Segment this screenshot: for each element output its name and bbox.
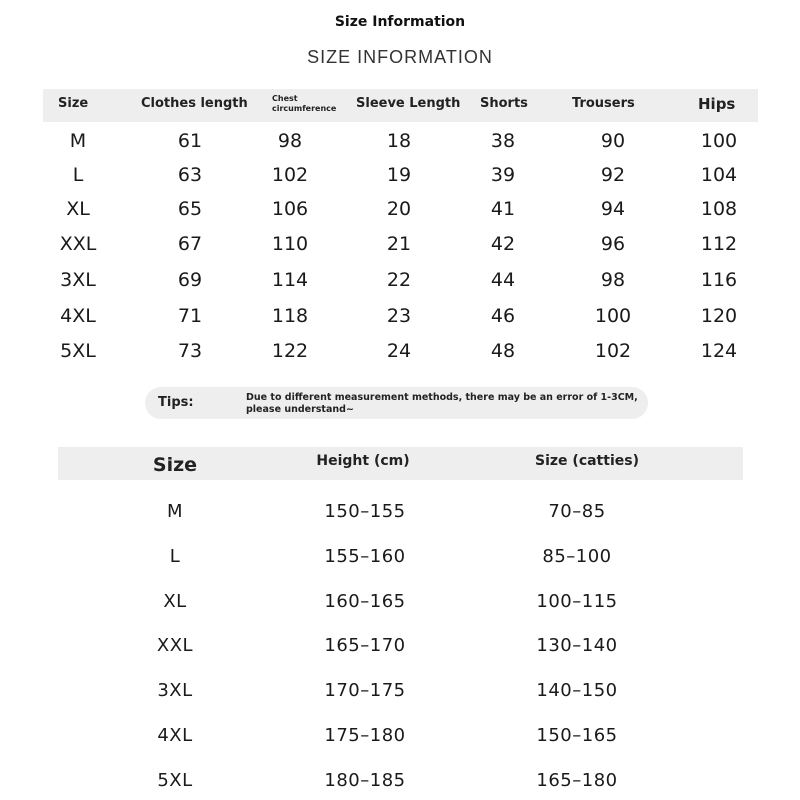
page-subtitle: SIZE INFORMATION	[307, 47, 493, 67]
table-row	[0, 725, 800, 749]
cell-sleeve: 23	[386, 305, 412, 327]
tips-label: Tips:	[158, 395, 194, 410]
cell-chest: 102	[271, 164, 309, 186]
cell-clothes-length: 73	[177, 340, 203, 362]
cell-hips: 108	[700, 198, 738, 220]
table-row	[0, 635, 800, 659]
cell-weight: 85–100	[542, 546, 612, 567]
tips-note	[145, 387, 648, 419]
cell-trousers: 90	[600, 130, 626, 152]
cell-shorts: 38	[490, 130, 516, 152]
table-row	[0, 546, 800, 570]
cell-height: 160–165	[324, 591, 406, 612]
cell-size: XL	[66, 198, 90, 220]
cell-size: XL	[163, 591, 187, 612]
cell-clothes-length: 69	[177, 269, 203, 291]
table-row	[0, 233, 800, 255]
cell-clothes-length: 65	[177, 198, 203, 220]
cell-weight: 150–165	[536, 725, 618, 746]
cell-trousers: 96	[600, 233, 626, 255]
cell-height: 170–175	[324, 680, 406, 701]
table-row	[0, 340, 800, 362]
cell-weight: 100–115	[536, 591, 618, 612]
cell-clothes-length: 67	[177, 233, 203, 255]
cell-weight: 70–85	[548, 501, 606, 522]
table-row	[0, 198, 800, 220]
header-size: Size	[58, 96, 89, 111]
cell-hips: 112	[700, 233, 738, 255]
cell-hips: 100	[700, 130, 738, 152]
tips-text: Due to different measurement methods, there may be an error of 1-3CM, please understand~	[246, 392, 638, 415]
cell-weight: 165–180	[536, 770, 618, 791]
cell-sleeve: 22	[386, 269, 412, 291]
cell-trousers: 94	[600, 198, 626, 220]
header-chest-circumference: Chest circumference	[272, 94, 337, 113]
cell-hips: 104	[700, 164, 738, 186]
cell-chest: 110	[271, 233, 309, 255]
cell-height: 150–155	[324, 501, 406, 522]
cell-shorts: 39	[490, 164, 516, 186]
table-row	[0, 305, 800, 327]
cell-shorts: 42	[490, 233, 516, 255]
cell-shorts: 41	[490, 198, 516, 220]
cell-size: 5XL	[157, 770, 193, 791]
table-row	[0, 269, 800, 291]
cell-height: 155–160	[324, 546, 406, 567]
cell-size: XXL	[156, 635, 194, 656]
table-row	[0, 680, 800, 704]
cell-size: XXL	[59, 233, 97, 255]
cell-hips: 120	[700, 305, 738, 327]
header-clothes-length: Clothes length	[141, 96, 248, 111]
header-sleeve-length: Sleeve Length	[356, 96, 461, 111]
table-row	[0, 501, 800, 525]
cell-hips: 124	[700, 340, 738, 362]
cell-chest: 122	[271, 340, 309, 362]
header-weight: Size (catties)	[535, 453, 639, 469]
cell-trousers: 100	[594, 305, 632, 327]
cell-shorts: 46	[490, 305, 516, 327]
cell-chest: 98	[277, 130, 303, 152]
cell-height: 180–185	[324, 770, 406, 791]
header-hips: Hips	[698, 95, 736, 113]
cell-clothes-length: 63	[177, 164, 203, 186]
table-row	[0, 130, 800, 152]
header-shorts: Shorts	[480, 96, 528, 111]
cell-hips: 116	[700, 269, 738, 291]
table-row	[0, 591, 800, 615]
cell-trousers: 102	[594, 340, 632, 362]
cell-height: 165–170	[324, 635, 406, 656]
cell-size: L	[72, 164, 84, 186]
cell-trousers: 98	[600, 269, 626, 291]
cell-weight: 130–140	[536, 635, 618, 656]
cell-chest: 118	[271, 305, 309, 327]
cell-clothes-length: 61	[177, 130, 203, 152]
cell-shorts: 48	[490, 340, 516, 362]
cell-sleeve: 18	[386, 130, 412, 152]
cell-size: M	[69, 130, 87, 152]
page-title: Size Information	[334, 14, 466, 30]
header-trousers: Trousers	[572, 96, 635, 111]
header-size: Size	[152, 454, 198, 476]
cell-size: M	[166, 501, 184, 522]
cell-size: 3XL	[60, 269, 96, 291]
cell-size: 4XL	[60, 305, 96, 327]
cell-height: 175–180	[324, 725, 406, 746]
header-height: Height (cm)	[316, 453, 410, 469]
cell-weight: 140–150	[536, 680, 618, 701]
cell-chest: 114	[271, 269, 309, 291]
cell-shorts: 44	[490, 269, 516, 291]
cell-size: L	[169, 546, 181, 567]
table-row	[0, 770, 800, 794]
cell-chest: 106	[271, 198, 309, 220]
cell-trousers: 92	[600, 164, 626, 186]
cell-sleeve: 20	[386, 198, 412, 220]
cell-sleeve: 24	[386, 340, 412, 362]
cell-size: 5XL	[60, 340, 96, 362]
cell-size: 4XL	[157, 725, 193, 746]
cell-sleeve: 19	[386, 164, 412, 186]
cell-clothes-length: 71	[177, 305, 203, 327]
cell-size: 3XL	[157, 680, 193, 701]
table-row	[0, 164, 800, 186]
cell-sleeve: 21	[386, 233, 412, 255]
